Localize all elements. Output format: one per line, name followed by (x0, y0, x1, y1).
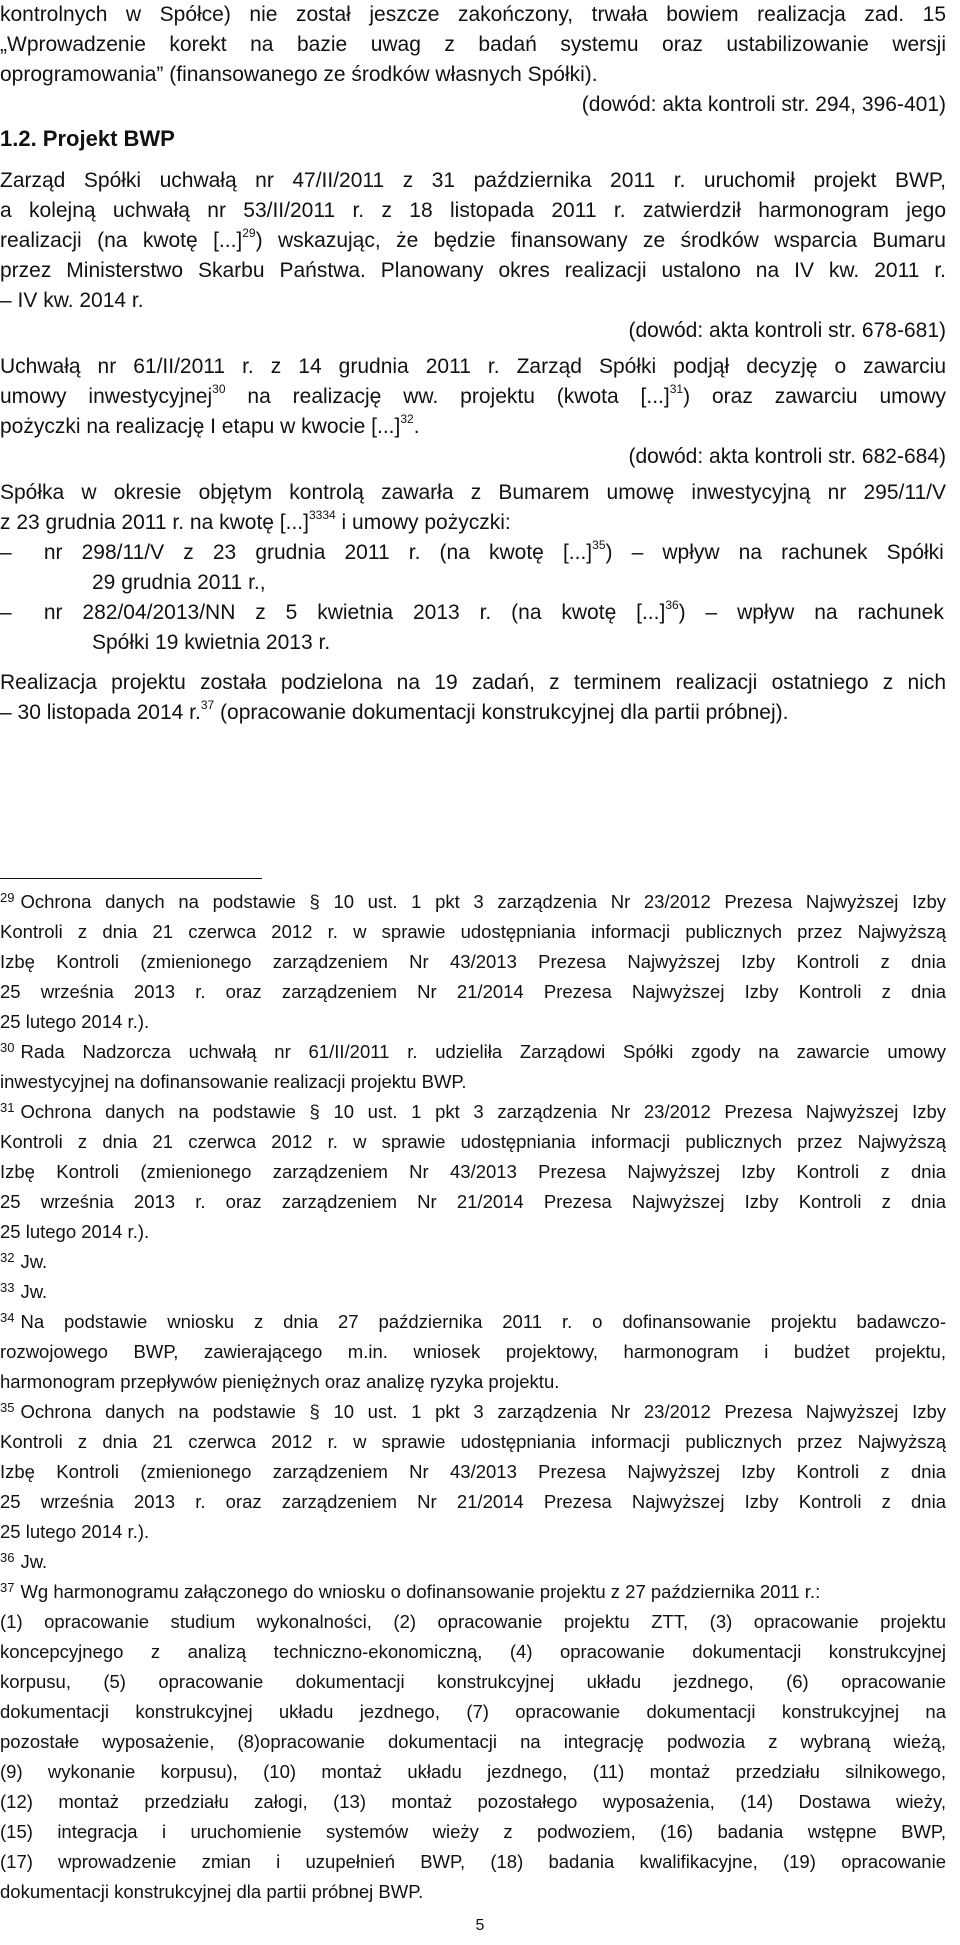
body-line: Spółka w okresie objętym kontrolą zawarła z Bumarem umowę inwestycyjną nr 295/11/V (0, 481, 946, 504)
footnote-ref[interactable]: 30 (212, 384, 226, 396)
footnote-line: (15) integracja i uruchomienie systemów wieży z podwoziem, (16) badania wstępne BWP, (0, 1821, 946, 1842)
section-heading: 1.2. Projekt BWP (0, 126, 175, 151)
footnote-33: $^{33}$ Jw. (0, 1280, 48, 1302)
footnote-ref[interactable]: 37 (200, 700, 215, 712)
footnote-ref[interactable]: 3334 (308, 510, 336, 522)
body-line: pożyczki na realizację I etapu w kwocie [...]$^{32}$. (0, 414, 420, 438)
body-line: z 23 grudnia 2011 r. na kwotę [...]$^{3334}$ i umowy pożyczki: (0, 510, 511, 534)
footnote-separator (0, 878, 262, 879)
footnote-37: $^{37}$ Wg harmonogramu załączonego do wniosku o dofinansowanie projektu z 27 października 2011 r.: (0, 1580, 821, 1602)
footnote-ref[interactable]: 35 (592, 540, 606, 552)
footnote-36: $^{36}$ Jw. (0, 1550, 48, 1572)
footnote-line: (17) wprowadzenie zmian i uzupełnień BWP, (18) badania kwalifikacyjne, (19) opracowanie (0, 1851, 946, 1872)
footnote-line: (9) wykonanie korpusu), (10) montaż układu jezdnego, (11) montaż przedziału silnikowego, (0, 1761, 946, 1782)
evidence-note: (dowód: akta kontroli str. 294, 396-401) (581, 93, 946, 116)
footnote-line: 25 września 2013 r. oraz zarządzeniem Nr 21/2014 Prezesa Najwyższej Izby Kontroli z dnia (0, 1191, 946, 1212)
body-line: umowy inwestycyjnej$^{30}$ na realizację ww. projektu (kwota [...]$^{31}$) oraz zawarciu umowy (0, 384, 946, 408)
body-line: a kolejną uchwałą nr 53/II/2011 r. z 18 listopada 2011 r. zatwierdził harmonogram jego (0, 199, 946, 222)
footnote-line: Izbę Kontroli (zmienionego zarządzeniem Nr 43/2013 Prezesa Najwyższej Izby Kontroli z dnia (0, 1161, 946, 1182)
evidence-note: (dowód: akta kontroli str. 678-681) (628, 319, 946, 342)
body-line: oprogramowania” (finansowanego ze środków własnych Spółki). (0, 63, 598, 86)
footnote-line: korpusu, (5) opracowanie dokumentacji konstrukcyjnej układu jezdnego, (6) opracowanie (0, 1671, 946, 1692)
bullet-item: – nr 298/11/V z 23 grudnia 2011 r. (na kwotę [...]$^{35}$) – wpływ na rachunek Spółki (0, 540, 944, 564)
footnote-line: Kontroli z dnia 21 czerwca 2012 r. w sprawie udostępniania informacji publicznych przez Najwyższą (0, 921, 946, 942)
footnote-line: 25 lutego 2014 r.). (0, 1521, 150, 1542)
footnote-29: $^{29}$ Ochrona danych na podstawie § 10 ust. 1 pkt 3 zarządzenia Nr 23/2012 Prezesa Najwyższej Izby (0, 890, 946, 912)
footnote-line: rozwojowego BWP, zawierającego m.in. wniosek projektowy, harmonogram i budżet projektu, (0, 1341, 946, 1362)
bullet-item-cont: Spółki 19 kwietnia 2013 r. (92, 631, 331, 654)
footnote-line: (1) opracowanie studium wykonalności, (2) opracowanie projektu ZTT, (3) opracowanie projektu (0, 1611, 946, 1632)
body-line: przez Ministerstwo Skarbu Państwa. Planowany okres realizacji ustalono na IV kw. 2011 r. (0, 259, 946, 282)
body-line: Zarząd Spółki uchwałą nr 47/II/2011 z 31 października 2011 r. uruchomił projekt BWP, (0, 169, 946, 192)
footnote-line: 25 lutego 2014 r.). (0, 1221, 150, 1242)
footnote-ref[interactable]: 36 (665, 600, 679, 612)
footnote-31: $^{31}$ Ochrona danych na podstawie § 10 ust. 1 pkt 3 zarządzenia Nr 23/2012 Prezesa Najwyższej Izby (0, 1100, 946, 1122)
footnote-line: dokumentacji konstrukcyjnej dla partii próbnej BWP. (0, 1881, 424, 1902)
footnote-ref[interactable]: 29 (242, 228, 256, 240)
footnote-34: $^{34}$ Na podstawie wniosku z dnia 27 października 2011 r. o dofinansowanie projektu badawczo- (0, 1310, 946, 1332)
footnote-line: Kontroli z dnia 21 czerwca 2012 r. w sprawie udostępniania informacji publicznych przez Najwyższą (0, 1131, 946, 1152)
body-line: – 30 listopada 2014 r.$^{37}$ (opracowanie dokumentacji konstrukcyjnej dla partii próbnej). (0, 700, 789, 724)
body-line: kontrolnych w Spółce) nie został jeszcze zakończony, trwała bowiem realizacja zad. 15 (0, 3, 946, 26)
body-line: realizacji (na kwotę [...]$^{29}$) wskazując, że będzie finansowany ze środków wsparcia Bumaru (0, 228, 946, 252)
bullet-dash: – (0, 541, 12, 564)
evidence-note: (dowód: akta kontroli str. 682-684) (628, 445, 946, 468)
bullet-item-cont: 29 grudnia 2011 r., (92, 571, 266, 594)
footnote-line: Izbę Kontroli (zmienionego zarządzeniem Nr 43/2013 Prezesa Najwyższej Izby Kontroli z dnia (0, 951, 946, 972)
bullet-item: – nr 282/04/2013/NN z 5 kwietnia 2013 r. (na kwotę [...]$^{36}$) – wpływ na rachunek (0, 600, 944, 624)
footnote-line: dokumentacji konstrukcyjnej układu jezdnego, (7) opracowanie dokumentacji konstrukcyjnej na (0, 1701, 946, 1722)
page-number: 5 (475, 1917, 485, 1934)
footnote-ref[interactable]: 31 (669, 384, 684, 396)
footnote-ref[interactable]: 32 (400, 414, 414, 426)
footnote-line: 25 września 2013 r. oraz zarządzeniem Nr 21/2014 Prezesa Najwyższej Izby Kontroli z dnia (0, 1491, 946, 1512)
bullet-dash: – (0, 601, 12, 624)
footnote-line: (12) montaż przedziału załogi, (13) montaż pozostałego wyposażenia, (14) Dostawa wieży, (0, 1791, 946, 1812)
body-line: Uchwałą nr 61/II/2011 r. z 14 grudnia 2011 r. Zarząd Spółki podjął decyzję o zawarciu (0, 355, 946, 378)
body-line: Realizacja projektu została podzielona na 19 zadań, z terminem realizacji ostatniego z nich (0, 671, 946, 694)
footnote-line: 25 lutego 2014 r.). (0, 1011, 150, 1032)
footnote-line: inwestycyjnej na dofinansowanie realizacji projektu BWP. (0, 1071, 467, 1092)
footnote-32: $^{32}$ Jw. (0, 1250, 48, 1272)
footnote-35: $^{35}$ Ochrona danych na podstawie § 10 ust. 1 pkt 3 zarządzenia Nr 23/2012 Prezesa Najwyższej Izby (0, 1400, 946, 1422)
footnote-line: harmonogram przepływów pieniężnych oraz analizę ryzyka projektu. (0, 1371, 560, 1392)
footnote-line: Kontroli z dnia 21 czerwca 2012 r. w sprawie udostępniania informacji publicznych przez Najwyższą (0, 1431, 946, 1452)
footnote-line: koncepcyjnego z analizą techniczno-ekonomiczną, (4) opracowanie dokumentacji konstrukcyjnej (0, 1641, 946, 1662)
footnote-line: 25 września 2013 r. oraz zarządzeniem Nr 21/2014 Prezesa Najwyższej Izby Kontroli z dnia (0, 981, 946, 1002)
body-line: – IV kw. 2014 r. (0, 289, 144, 312)
footnote-30: $^{30}$ Rada Nadzorcza uchwałą nr 61/II/2011 r. udzieliła Zarządowi Spółki zgody na zawarcie umowy (0, 1040, 946, 1062)
footnote-line: pozostałe wyposażenie, (8)opracowanie dokumentacji na integrację podwozia z wybraną wieżą, (0, 1731, 946, 1752)
body-line: „Wprowadzenie korekt na bazie uwag z badań systemu oraz ustabilizowanie wersji (0, 33, 946, 56)
footnote-line: Izbę Kontroli (zmienionego zarządzeniem Nr 43/2013 Prezesa Najwyższej Izby Kontroli z dnia (0, 1461, 946, 1482)
